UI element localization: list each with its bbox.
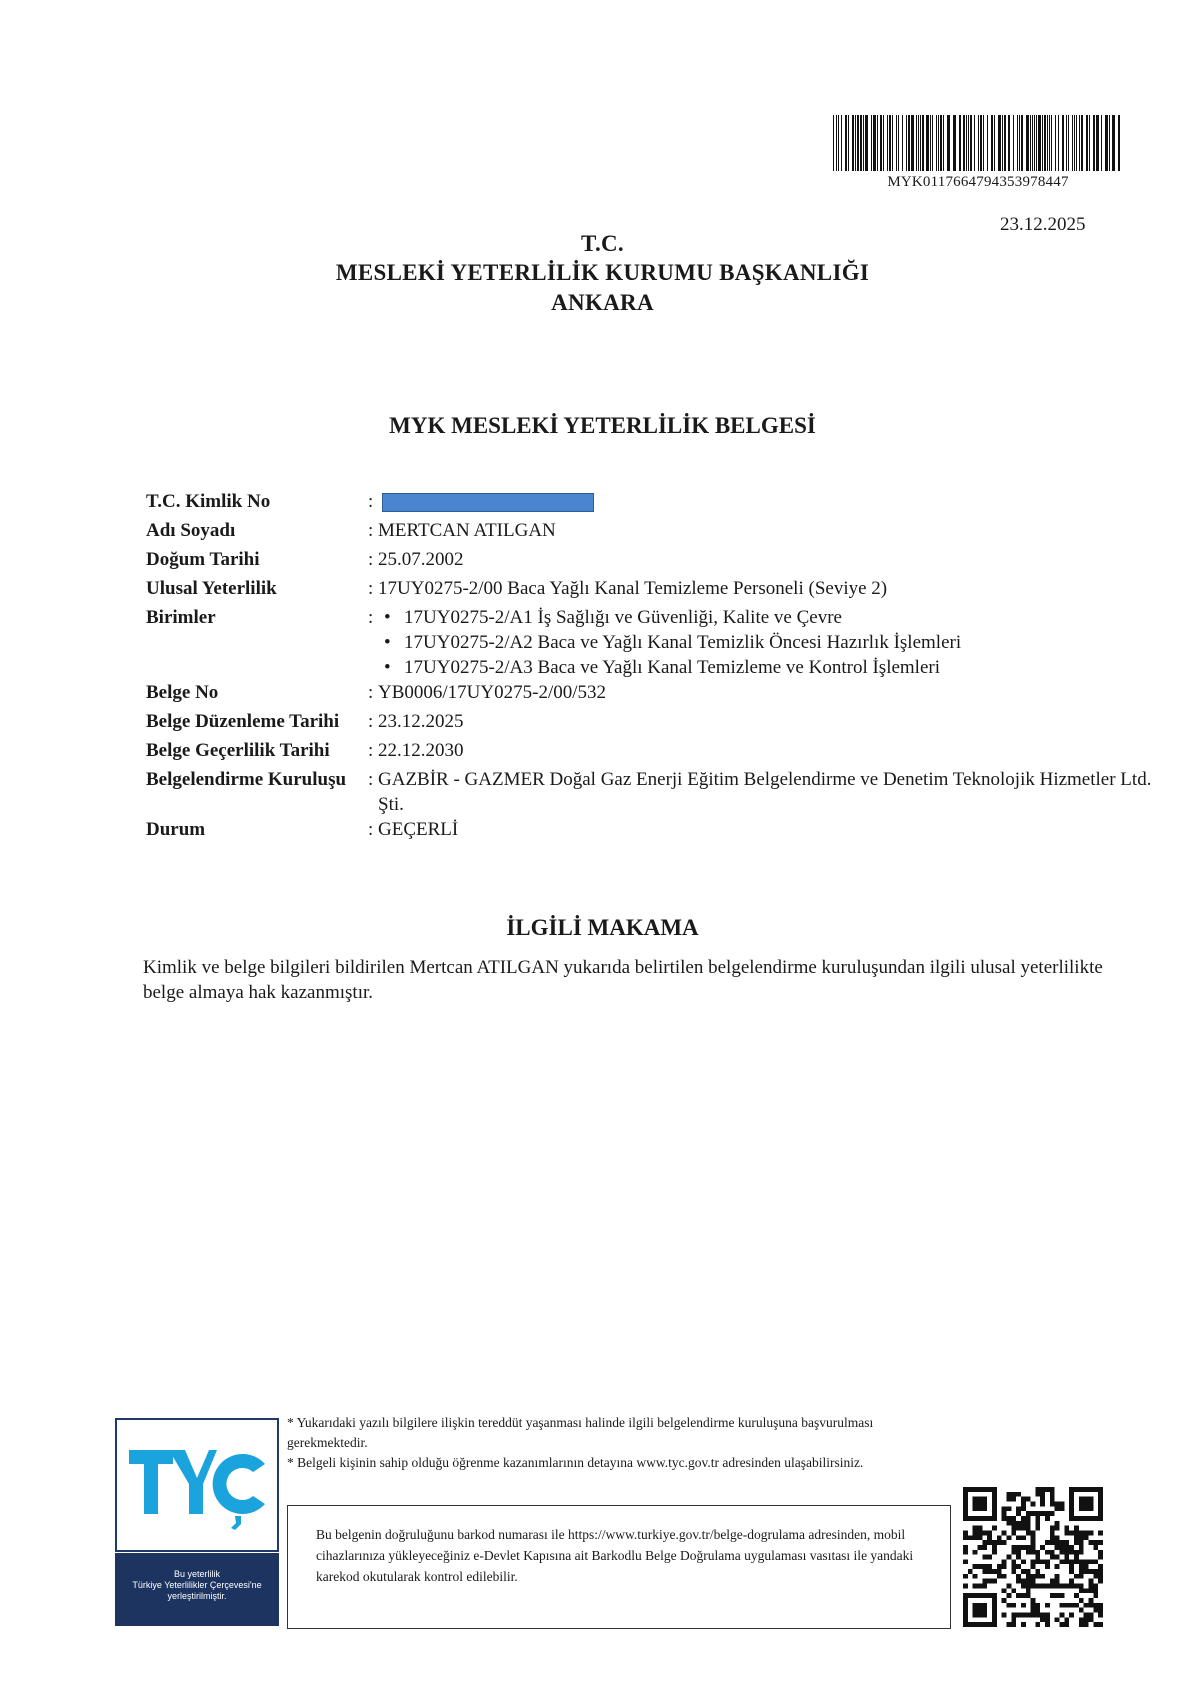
field-row-name: Adı Soyadı : MERTCAN ATILGAN [146, 518, 1176, 547]
field-value: YB0006/17UY0275-2/00/532 [378, 682, 606, 703]
field-row-cert-body: Belgelendirme Kuruluşu : GAZBİR - GAZMER Doğal Gaz Enerji Eğitim Belgelendirme ve Denetim Teknolojik Hizmetler Ltd. Şti. [146, 767, 1176, 817]
field-row-tc: T.C. Kimlik No : [146, 489, 1176, 518]
barcode-number: MYK0117664794353978447 [887, 174, 1069, 190]
field-label: Belgelendirme Kuruluşu [146, 769, 347, 790]
band-line: Türkiye Yeterlilikler Çerçevesi'ne [132, 1580, 262, 1590]
logo-text: TYÇ [117, 1420, 119, 1421]
field-label: T.C. Kimlik No [146, 491, 271, 512]
field-row-units: Birimler : • 17UY0275-2/A1 İş Sağlığı ve Güvenliği, Kalite ve Çevre • 17UY0275-2/A2 Baca ve Yağlı Kanal Temizlik Öncesi Hazırlık İşlemleri • 17UY0275-2/A3 Baca ve Yağlı Kanal Temizleme ve Kontrol İşlemleri [146, 605, 1176, 680]
redacted-id-value [382, 493, 594, 512]
field-value: MERTCAN ATILGAN [378, 520, 556, 541]
band-line: Bu yeterlilik [173, 1569, 220, 1579]
list-item: • 17UY0275-2/A3 Baca ve Yağlı Kanal Temizleme ve Kontrol İşlemleri [378, 655, 1176, 680]
band-line: yerleştirilmiştir. [167, 1591, 227, 1601]
list-item: • 17UY0275-2/A2 Baca ve Yağlı Kanal Temizlik Öncesi Hazırlık İşlemleri [378, 630, 1176, 655]
field-label: Birimler [146, 607, 216, 628]
field-row-status: Durum : GEÇERLİ [146, 817, 1176, 846]
tyc-logo [115, 1418, 279, 1552]
section-title: İLGİLİ MAKAMA [506, 915, 699, 940]
field-row-birth: Doğum Tarihi : 25.07.2002 [146, 547, 1176, 576]
field-row-valid-date: Belge Geçerlilik Tarihi : 22.12.2030 [146, 738, 1176, 767]
verification-text: Bu belgenin doğruluğunu barkod numarası ile https://www.turkiye.gov.tr/belge-dogrulama adresinden, mobil cihazlarınıza yükleyeceğiniz e-Devlet Kapısına ait Barkodlu Belge Doğrulama uygulaması vasıtası ile yandaki karekod okutularak kontrol edilebilir. [316, 1527, 914, 1584]
qr-code-icon[interactable] [963, 1487, 1103, 1627]
header-institution: MESLEKİ YETERLİLİK KURUMU BAŞKANLIĞI [335, 260, 870, 285]
field-label: Durum [146, 819, 206, 840]
field-value: 22.12.2030 [378, 740, 464, 761]
barcode-icon [833, 115, 1123, 171]
field-value: 23.12.2025 [378, 711, 464, 732]
field-row-cert-no: Belge No : YB0006/17UY0275-2/00/532 [146, 680, 1176, 709]
certificate-fields [146, 489, 1176, 846]
field-value: 25.07.2002 [378, 549, 464, 570]
header-city: ANKARA [551, 290, 654, 315]
footer-notes [287, 1413, 927, 1473]
header-country: T.C. [581, 231, 624, 256]
footer-note: * Yukarıdaki yazılı bilgilere ilişkin tereddüt yaşanması halinde ilgili belgelendirme kuruluşuna başvurulması gerekmektedir. [287, 1415, 874, 1450]
field-label: Belge Geçerlilik Tarihi [146, 740, 330, 761]
field-value: 17UY0275-2/00 Baca Yağlı Kanal Temizleme Personeli (Seviye 2) [378, 578, 888, 599]
document-title: MYK MESLEKİ YETERLİLİK BELGESİ [389, 413, 816, 438]
field-value: GAZBİR - GAZMER Doğal Gaz Enerji Eğitim Belgelendirme ve Denetim Teknolojik Hizmetler Ltd. Şti. [378, 769, 1152, 815]
field-label: Adı Soyadı [146, 520, 236, 541]
field-row-issue-date: Belge Düzenleme Tarihi : 23.12.2025 [146, 709, 1176, 738]
section-text: Kimlik ve belge bilgileri bildirilen Mertcan ATILGAN yukarıda belirtilen belgelendirme kuruluşundan ilgili ulusal yeterlilikte belge almaya hak kazanmıştır. [143, 957, 1103, 1003]
tyc-logo-icon [117, 1420, 277, 1550]
units-list [378, 605, 1176, 680]
status-value: GEÇERLİ [378, 819, 459, 840]
footer-note: * Belgeli kişinin sahip olduğu öğrenme kazanımlarının detayına www.tyc.gov.tr adresinden ulaşabilirsiniz. [287, 1455, 864, 1470]
field-label: Ulusal Yeterlilik [146, 578, 277, 599]
document-date: 23.12.2025 [1000, 214, 1086, 235]
field-label: Belge No [146, 682, 219, 703]
field-label: Belge Düzenleme Tarihi [146, 711, 340, 732]
field-label: Doğum Tarihi [146, 549, 260, 570]
list-item: • 17UY0275-2/A1 İş Sağlığı ve Güvenliği, Kalite ve Çevre [378, 605, 1176, 630]
tyc-band [115, 1553, 279, 1626]
field-row-qualification: Ulusal Yeterlilik : 17UY0275-2/00 Baca Yağlı Kanal Temizleme Personeli (Seviye 2) [146, 576, 1176, 605]
